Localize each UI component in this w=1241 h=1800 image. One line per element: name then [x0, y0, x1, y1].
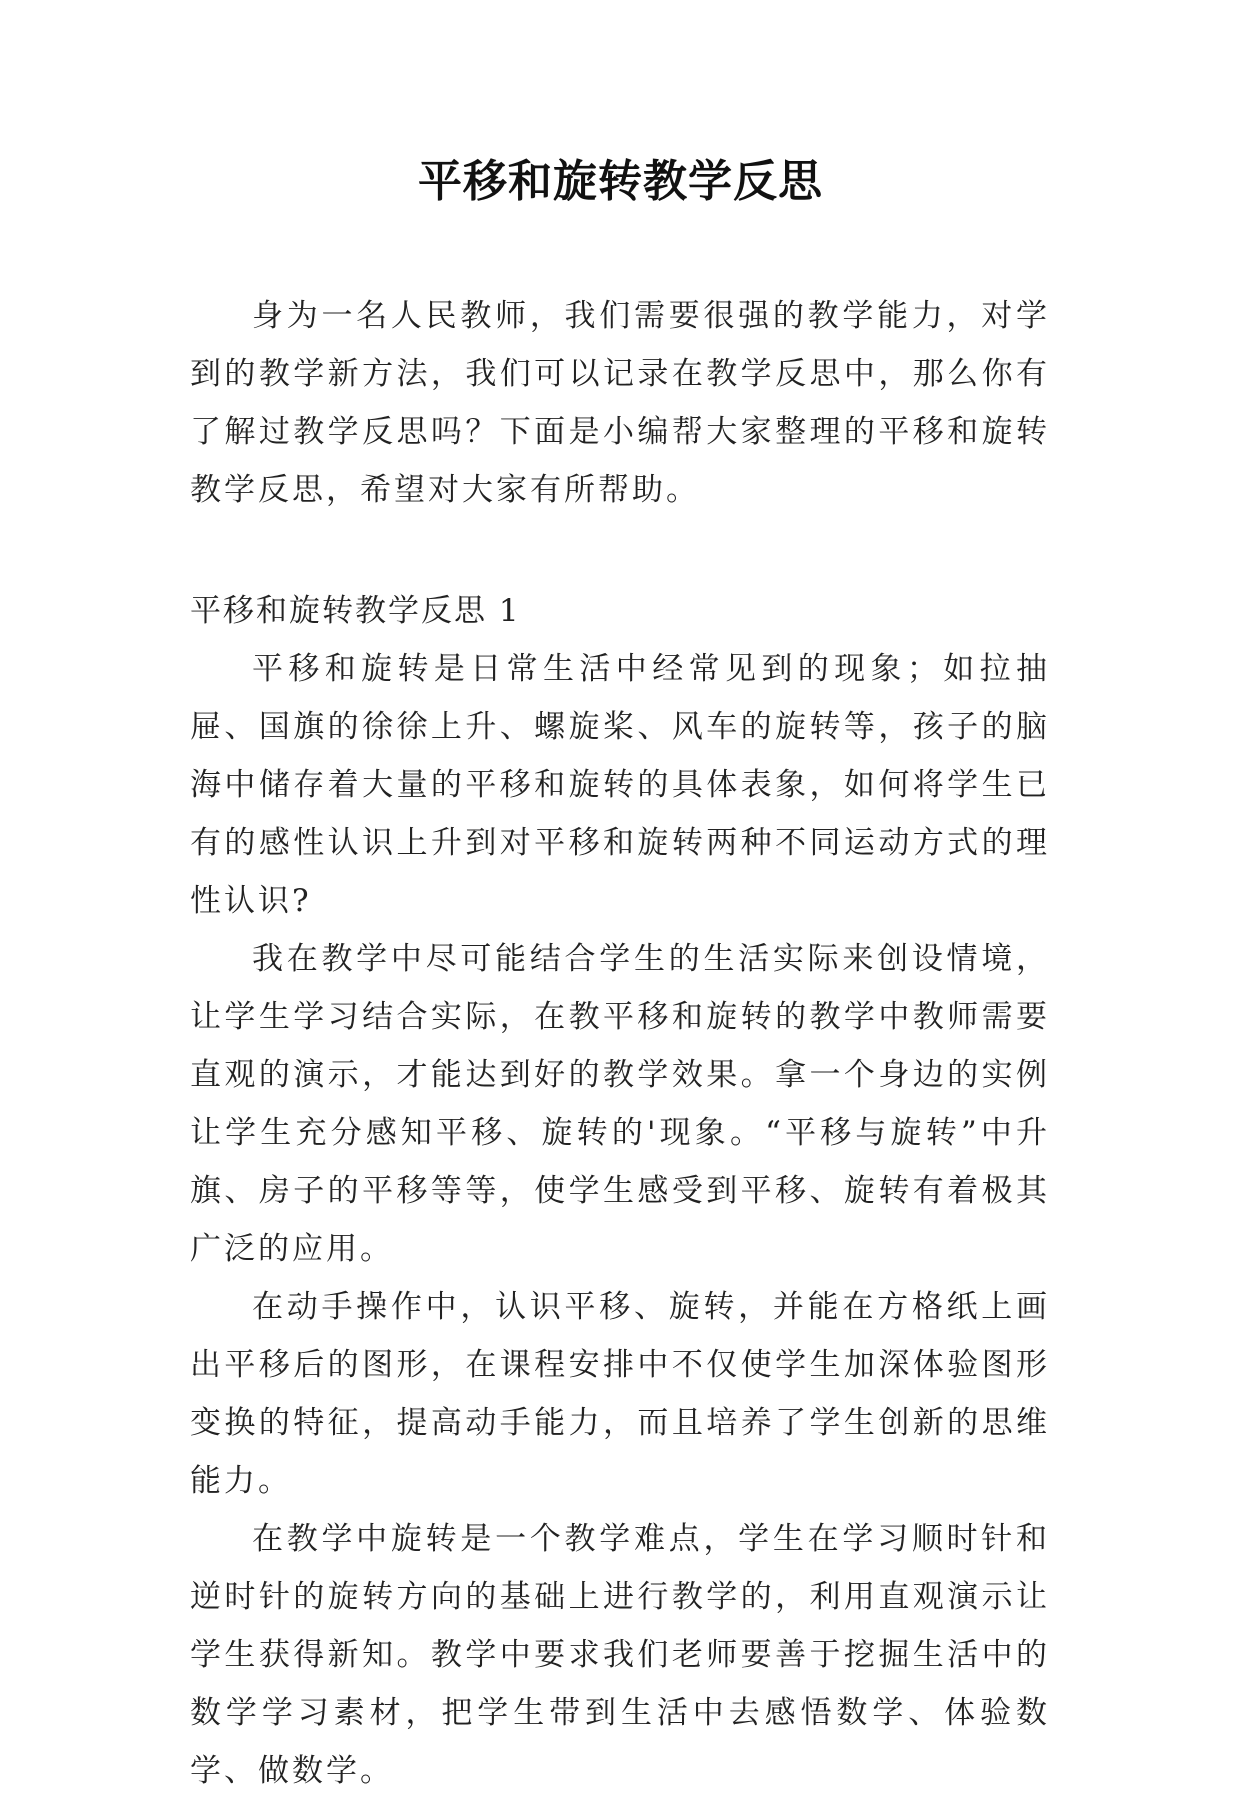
section-body: [190, 640, 1050, 1800]
paragraph: 我在教学中尽可能结合学生的生活实际来创设情境，让学生学习结合实际，在教平移和旋转的教学中教师需要直观的演示，才能达到好的教学效果。拿一个身边的实例让学生充分感知平移、旋转的'现象。“平移与旋转”中升旗、房子的平移等等，使学生感受到平移、旋转有着极其广泛的应用。: [190, 941, 1050, 1267]
document-title: 平移和旋转教学反思: [418, 156, 823, 207]
section-heading: 平移和旋转教学反思 1: [190, 593, 521, 629]
paragraph: 在动手操作中，认识平移、旋转，并能在方格纸上画出平移后的图形，在课程安排中不仅使学生加深体验图形变换的特征，提高动手能力，而且培养了学生创新的思维能力。: [190, 1289, 1050, 1499]
paragraph: 平移和旋转是日常生活中经常见到的现象；如拉抽屉、国旗的徐徐上升、螺旋桨、风车的旋转等，孩子的脑海中储存着大量的平移和旋转的具体表象，如何将学生已有的感性认识上升到对平移和旋转两种不同运动方式的理性认识?: [190, 651, 1050, 919]
intro-paragraph: 身为一名人民教师，我们需要很强的教学能力，对学到的教学新方法，我们可以记录在教学反思中，那么你有了解过教学反思吗？下面是小编帮大家整理的平移和旋转教学反思，希望对大家有所帮助。: [190, 298, 1050, 508]
paragraph: 在教学中旋转是一个教学难点，学生在学习顺时针和逆时针的旋转方向的基础上进行教学的，利用直观演示让学生获得新知。教学中要求我们老师要善于挖掘生活中的数学学习素材，把学生带到生活中去感悟数学、体验数学、做数学。: [190, 1521, 1050, 1789]
